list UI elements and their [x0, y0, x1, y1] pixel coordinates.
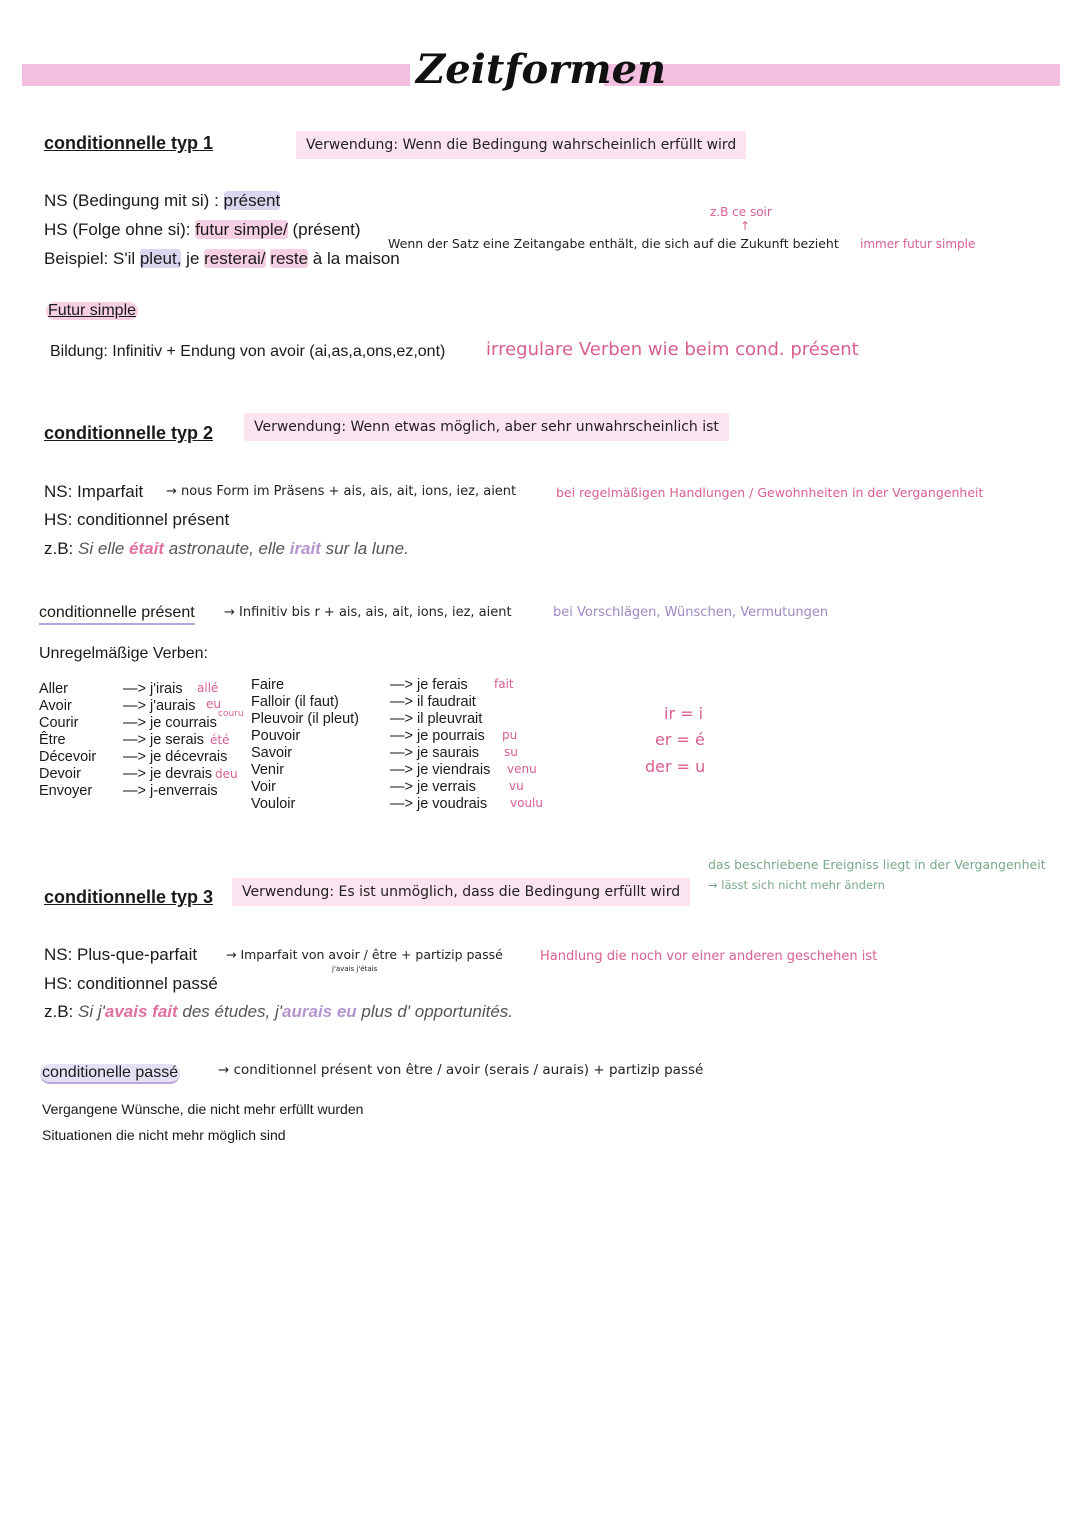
rule-er: er = é — [655, 730, 705, 749]
condpasse-line1: Vergangene Wünsche, die nicht mehr erfüllt wurden — [42, 1101, 364, 1117]
typ3-ns-small: j'avais j'étais — [332, 965, 378, 973]
verb-form: —> je voudrais — [390, 796, 488, 812]
condpres-note: → Infinitiv bis r + ais, ais, ait, ions, iez, aient — [224, 605, 512, 620]
verb: Décevoir — [39, 749, 97, 765]
typ1-note-arrow: ↑ — [740, 219, 751, 233]
typ3-hs: HS: conditionnel passé — [44, 974, 218, 993]
verb-form: —> je verrais — [390, 779, 476, 795]
verb-form: —> je saurais — [390, 745, 480, 761]
title-bar-right — [604, 64, 1060, 86]
participle-note: voulu — [510, 796, 543, 810]
verb-form: —> je décevrais — [123, 749, 228, 765]
verb: Devoir — [39, 766, 81, 782]
typ1-ns: NS (Bedingung mit si) : présent — [44, 191, 281, 210]
participle-note: allé — [197, 681, 219, 695]
heading-futur: Futur simple — [48, 302, 137, 319]
typ1-note-zb: z.B ce soir — [710, 205, 772, 219]
typ2-ns: NS: Imparfait — [44, 482, 144, 501]
condpres-note-lav: bei Vorschlägen, Wünschen, Vermutungen — [553, 605, 829, 620]
verb-form: —> je ferais — [390, 677, 468, 693]
typ2-hs: HS: conditionnel présent — [44, 510, 230, 529]
usage-typ1: Verwendung: Wenn die Bedingung wahrscheinlich erfüllt wird — [296, 131, 746, 159]
verb: Venir — [251, 762, 285, 778]
typ3-ns: NS: Plus-que-parfait — [44, 945, 198, 964]
heading-condpasse: conditionelle passé — [40, 1064, 180, 1084]
verb: Envoyer — [39, 783, 93, 799]
verbs-col4 — [390, 677, 490, 813]
verb: Faire — [251, 677, 285, 693]
verb: Falloir (il faut) — [251, 694, 339, 710]
typ3-example: z.B: Si j'avais fait des études, j'aurais eu plus d' opportunités. — [44, 1002, 514, 1021]
participle-note: eu — [206, 697, 221, 711]
verb-form: —> je serais — [123, 732, 204, 748]
condpres-unreg-label: Unregelmäßige Verben: — [39, 645, 208, 662]
typ1-note-main: Wenn der Satz eine Zeitangabe enthält, die sich auf die Zukunft bezieht — [388, 236, 839, 251]
typ3-ns-pink: Handlung die noch vor einer anderen geschehen ist — [540, 949, 878, 964]
verb-form: —> je devrais — [123, 766, 213, 782]
participle-note: vu — [509, 779, 524, 793]
participle-note: fait — [494, 677, 514, 691]
verbs-col1 — [39, 681, 96, 800]
typ3-ns-note: → Imparfait von avoir / être + partizip passé — [226, 947, 503, 962]
participle-note: su — [504, 745, 518, 759]
participle-note: deu — [215, 767, 238, 781]
participle-note: venu — [507, 762, 537, 776]
condpasse-note: → conditionnel présent von être / avoir (serais / aurais) + partizip passé — [218, 1062, 704, 1078]
page-title: Zeitformen — [416, 46, 667, 93]
heading-condpres: conditionnelle présent — [39, 604, 195, 625]
verb: Courir — [39, 715, 79, 731]
verb: Être — [39, 732, 66, 748]
verb: Avoir — [39, 698, 72, 714]
verb: Aller — [39, 681, 69, 697]
verb-form: —> il faudrait — [390, 694, 476, 710]
rule-ir: ir = i — [664, 704, 704, 723]
typ1-example: Beispiel: S'il pleut, je resterai/ reste à la maison — [44, 249, 400, 268]
typ3-side1: das beschriebene Ereigniss liegt in der Vergangenheit — [708, 857, 1046, 872]
verb-form: —> je viendrais — [390, 762, 491, 778]
typ1-hs: HS (Folge ohne si): futur simple/ (présent) — [44, 220, 361, 239]
typ2-ns-note-pink: bei regelmäßigen Handlungen / Gewohnheiten in der Vergangenheit — [556, 485, 984, 500]
typ1-note-pink: immer futur simple — [860, 237, 976, 251]
verb: Savoir — [251, 745, 293, 761]
typ2-ns-note: → nous Form im Präsens + ais, ais, ait, ions, iez, aient — [166, 484, 517, 499]
title-bar-left — [22, 64, 410, 86]
participle-note: couru — [218, 709, 244, 719]
participle-note: été — [210, 733, 230, 747]
verb-form: —> je courrais — [123, 715, 217, 731]
futur-note: irregulare Verben wie beim cond. présent — [486, 339, 859, 360]
verb: Pouvoir — [251, 728, 301, 744]
verbs-col3 — [251, 677, 359, 813]
usage-typ3: Verwendung: Es ist unmöglich, dass die Bedingung erfüllt wird — [232, 878, 690, 906]
verb: Pleuvoir (il pleut) — [251, 711, 359, 727]
verb-form: —> j-enverrais — [123, 783, 218, 799]
futur-bildung: Bildung: Infinitiv + Endung von avoir (ai,as,a,ons,ez,ont) — [50, 343, 446, 360]
verb: Voir — [251, 779, 276, 795]
usage-typ2: Verwendung: Wenn etwas möglich, aber sehr unwahrscheinlich ist — [244, 413, 729, 441]
verb-form: —> je pourrais — [390, 728, 485, 744]
verb: Vouloir — [251, 796, 296, 812]
heading-typ2: conditionnelle typ 2 — [44, 423, 214, 443]
heading-typ3: conditionnelle typ 3 — [44, 887, 214, 907]
typ2-example: z.B: Si elle était astronaute, elle irait sur la lune. — [44, 539, 409, 558]
verb-form: —> il pleuvrait — [390, 711, 483, 727]
condpasse-line2: Situationen die nicht mehr möglich sind — [42, 1127, 286, 1143]
rule-der: der = u — [645, 757, 706, 776]
verb-form: —> j'aurais — [123, 698, 196, 714]
heading-typ1: conditionnelle typ 1 — [44, 133, 214, 153]
participle-note: pu — [502, 728, 518, 742]
typ3-side2: → lässt sich nicht mehr ändern — [708, 878, 885, 892]
verb-form: —> j'irais — [123, 681, 183, 697]
